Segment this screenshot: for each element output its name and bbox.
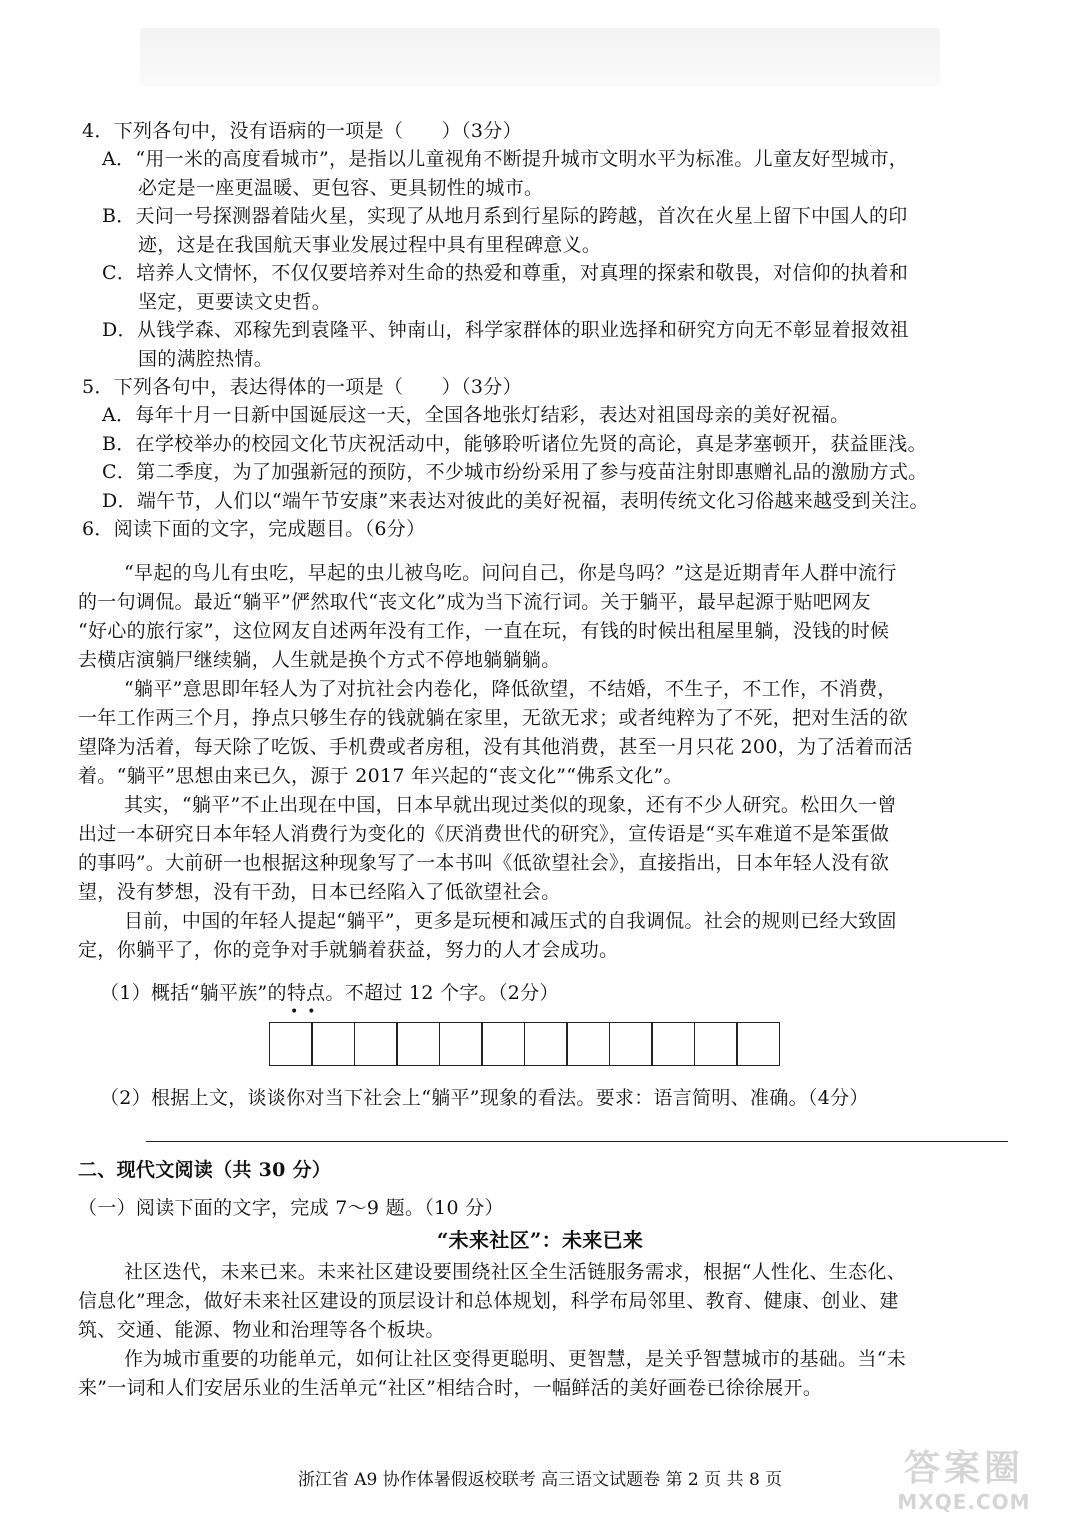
q6-stem: 6．阅读下面的文字，完成题目。（6分） — [82, 518, 426, 540]
answer-cell[interactable] — [354, 1022, 398, 1066]
passage-line: 其实，“躺平”不止出现在中国，日本早就出现过类似的现象，还有不少人研究。松田久一曾 — [124, 794, 897, 816]
passage-line: 目前，中国的年轻人提起“躺平”，更多是玩梗和减压式的自我调侃。社会的规则已经大致固 — [124, 910, 897, 932]
section-subheading: （一）阅读下面的文字，完成 7～9 题。（10 分） — [78, 1197, 504, 1219]
passage-line: 的一句调侃。最近“躺平”俨然取代“丧文化”成为当下流行词。关于躺平，最早起源于贴吧网友 — [78, 591, 871, 613]
q4-option-b-cont: 迹，这是在我国航天事业发展过程中具有里程碑意义。 — [138, 234, 602, 256]
site-watermark — [866, 1448, 1062, 1522]
passage-line: 去横店演躺尸继续躺，人生就是换个方式不停地躺躺躺。 — [78, 649, 561, 671]
answer-cell[interactable] — [694, 1022, 738, 1066]
answer-cell[interactable] — [609, 1022, 653, 1066]
passage-line: “躺平”意思即年轻人为了对抗社会内卷化，降低欲望，不结婚，不生子，不工作，不消费， — [124, 678, 897, 700]
answer-cell[interactable] — [651, 1022, 695, 1066]
passage-line: 定，你躺平了，你的竞争对手就躺着获益，努力的人才会成功。 — [78, 939, 619, 961]
answer-cell[interactable] — [736, 1022, 780, 1066]
q4-option-a-cont: 必定是一座更温暖、更包容、更具韧性的城市。 — [138, 177, 544, 199]
passage-line: 望，没有梦想，没有干劲，日本已经陷入了低欲望社会。 — [78, 881, 561, 903]
q5-option-b: B．在学校举办的校园文化节庆祝活动中，能够聆听诸位先贤的高论，真是茅塞顿开，获益匪浅。 — [102, 433, 927, 455]
answer-cell[interactable] — [524, 1022, 568, 1066]
q4-option-d: D．从钱学森、邓稼先到袁隆平、钟南山，科学家群体的职业选择和研究方向无不彰显着报效祖 — [102, 319, 909, 341]
q5-option-d: D．端午节，人们以“端午节安康”来表达对彼此的美好祝福，表明传统文化习俗越来越受到关注。 — [102, 490, 929, 512]
q6-subquestion-2: （2）根据上文，谈谈你对当下社会上“躺平”现象的看法。要求：语言简明、准确。（4分） — [100, 1087, 869, 1109]
q4-option-b: B．天问一号探测器着陆火星，实现了从地月系到行星际的跨越，首次在火星上留下中国人的印 — [102, 205, 908, 227]
watermark-logo-text: 答案圈 — [903, 1448, 1024, 1489]
passage-line: 着。“躺平”思想由来已久，源于 2017 年兴起的“丧文化”“佛系文化”。 — [78, 765, 683, 787]
article-line: 社区迭代，未来已来。未来社区建设要围绕社区全生活链服务需求，根据“人性化、生态化、 — [124, 1261, 907, 1283]
page-footer: 浙江省 A9 协作体暑假返校联考 高三语文试题卷 第 2 页 共 8 页 — [297, 1470, 783, 1490]
section-heading: 二、现代文阅读（共 30 分） — [78, 1159, 332, 1181]
answer-grid[interactable] — [270, 1022, 780, 1066]
q4-option-a: A．“用一米的高度看城市”，是指以儿童视角不断提升城市文明水平为标准。儿童友好型城市， — [102, 148, 909, 170]
passage-line: 一年工作两三个月，挣点只够生存的钱就躺在家里，无欲无求；或者纯粹为了不死，把对生活的欲 — [78, 707, 908, 729]
q6-subquestion-1: （1）概括“躺平族”的特点。不超过 12 个字。（2分） — [100, 982, 559, 1004]
passage-line: 望降为活着，每天除了吃饭、手机费或者房租，没有其他消费，甚至一月只花 200，为了活着而活 — [78, 736, 913, 758]
q4-option-c: C．培养人文情怀，不仅仅要培养对生命的热爱和尊重，对真理的探索和敬畏，对信仰的执着和 — [102, 262, 909, 284]
passage-line: “早起的鸟儿有虫吃，早起的虫儿被鸟吃。问问自己，你是鸟吗？”这是近期青年人群中流行 — [124, 562, 897, 584]
answer-cell[interactable] — [566, 1022, 610, 1066]
q4-option-d-cont: 国的满腔热情。 — [138, 348, 274, 370]
article-line: 筑、交通、能源、物业和治理等各个板块。 — [78, 1319, 445, 1341]
answer-cell[interactable] — [311, 1022, 355, 1066]
q5-option-a: A．每年十月一日新中国诞辰这一天，全国各地张灯结彩，表达对祖国母亲的美好祝福。 — [102, 404, 850, 426]
article-line: 作为城市重要的功能单元，如何让社区变得更聪明、更智慧，是关乎智慧城市的基础。当“未 — [124, 1348, 907, 1370]
q5-stem: 5．下列各句中，表达得体的一项是（ ）（3分） — [82, 376, 522, 398]
answer-cell[interactable] — [269, 1022, 313, 1066]
passage-line: “好心的旅行家”，这位网友自述两年没有工作，一直在玩，有钱的时候出租屋里躺，没钱的时候 — [78, 620, 890, 642]
answer-cell[interactable] — [481, 1022, 525, 1066]
answer-cell[interactable] — [439, 1022, 483, 1066]
emphasis-dots: •• — [290, 1004, 325, 1020]
answer-line[interactable] — [146, 1141, 1008, 1142]
article-line: 信息化”理念，做好未来社区建设的顶层设计和总体规划，科学布局邻里、教育、健康、创业、建 — [78, 1290, 899, 1312]
watermark-url: MXQE.COM — [897, 1490, 1031, 1514]
q5-option-c: C．第二季度，为了加强新冠的预防，不少城市纷纷采用了参与疫苗注射即惠赠礼品的激励方式。 — [102, 461, 928, 483]
passage-line: 的事吗”。大前研一也根据这种现象写了一本书叫《低欲望社会》，直接指出，日本年轻人没有欲 — [78, 852, 890, 874]
article-title: “未来社区”：未来已来 — [436, 1228, 644, 1252]
answer-cell[interactable] — [396, 1022, 440, 1066]
article-line: 来”一词和人们安居乐业的生活单元“社区”相结合时，一幅鲜活的美好画卷已徐徐展开。 — [78, 1377, 823, 1399]
passage-line: 出过一本研究日本年轻人消费行为变化的《厌消费世代的研究》，宣传语是“买车难道不是笨蛋做 — [78, 823, 890, 845]
q4-stem: 4．下列各句中，没有语病的一项是（ ）（3分） — [82, 120, 522, 142]
q4-option-c-cont: 坚定，更要读文史哲。 — [138, 291, 332, 313]
